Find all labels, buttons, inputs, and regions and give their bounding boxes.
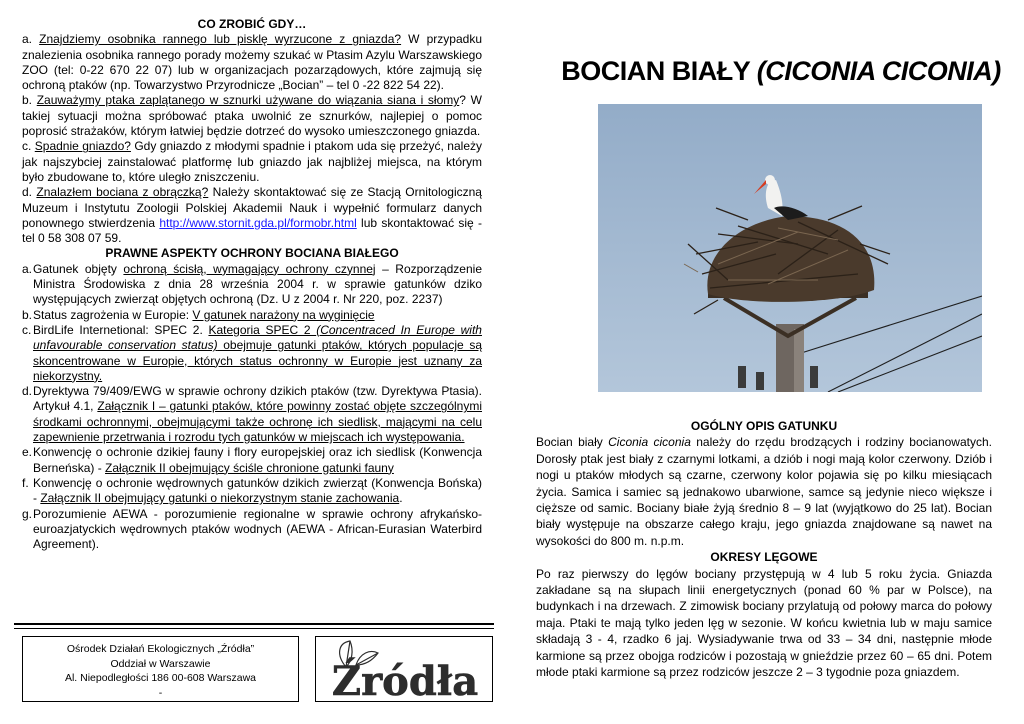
item-d: d. Znalazłem bociana z obrączką? Należy skontaktować się ze Stacją Ornitologiczną Muzeum i Instytutu Zoologii Polskiej Akademii Nauk i wypełnić formularz danych ponownego stwierdzenia http://www.stornit.gda.pl/formobr.html lub skontaktować się - tel 0 58 308 07 59. — [22, 185, 482, 246]
item-c-question: Spadnie gniazdo? — [34, 139, 131, 154]
legal-item-f: f. Konwencję o ochronie wędrownych gatunków dzikich zwierząt (Konwencja Bońska) - Załącznik II obejmujący gatunki o niekorzystnym stanie zachowania. — [22, 475, 482, 506]
org-name: Ośrodek Działań Ekologicznych „Źródła” — [66, 643, 255, 655]
general-description-paragraph: Bocian biały Ciconia ciconia należy do rzędu brodzących i rodziny bocianowatych. Dorosły ptak jest biały z czarnymi lotkami, a dziób i nogi mają kolor czerwony. Dziób i nogi u ptaków młodych są czarne, czerwony kolor pojawia się po kilku miesiącach życia. Samica i samiec są jednakowo ubarwione, samce są jedynie nieco większe i cięższe od samic. Bociany białe żyją średnio 8 – 9 lat (wyjątkowo do 25 lat). Bocian biały występuje na obszarze całego kraju, jego gniazda znajdowane są nawet na wysokości do 800 m. n.p.m. — [536, 435, 992, 548]
what-to-do-heading: CO ZROBIĆ GDY… — [197, 17, 307, 31]
general-description-heading: OGÓLNY OPIS GATUNKU — [690, 419, 838, 433]
legal-item-e: e. Konwencję o ochronie dzikiej fauny i flory europejskiej oraz ich siedlisk (Konwencja Berneńska) - Załącznik II obejmujący ściśle chronione gatunki fauny — [22, 445, 482, 475]
legal-item-c: c. BirdLife Internetional: SPEC 2. Kategoria SPEC 2 (Concentraced In Europe with unfavourable conservation status) obejmuje gatunki ptaków, których populacje są skoncentrowane w Europie, których status ochronny w Europie jest uznany za niekorzystny. — [22, 322, 482, 383]
stork-nest-photo — [598, 104, 982, 392]
item-a-question: Znajdziemy osobnika rannego lub pisklę wyrzucone z gniazda? — [39, 32, 402, 47]
item-b: b. Zauważymy ptaka zaplątanego w sznurki używane do wiązania siana i słomy? W takiej sytuacji można spróbować ptaka uwolnić ze sznurków, najlepiej o pomoc poprosić strażaków, którym łatwiej będzie dotrzeć do wysoko umieszczonego gniazda. — [22, 93, 482, 139]
divider-thick — [14, 623, 494, 625]
org-extra: - — [158, 686, 163, 699]
logo-wordmark: Źródła — [331, 658, 479, 702]
legal-item-a: a. Gatunek objęty ochroną ścisłą, wymagający ochrony czynnej – Rozporządzenie Ministra Środowiska z dnia 28 września 2004 r. w sprawie gatunków dziko występujących zwierząt objętych ochroną (Dz. U z 2004 r. Nr 220, poz. 2237) — [22, 261, 482, 307]
zrodla-logo — [315, 636, 493, 702]
divider-thin — [14, 628, 494, 629]
right-column — [536, 418, 992, 681]
item-b-question: Zauważymy ptaka zaplątanego w sznurki używane do wiązania siana i słomy — [36, 93, 460, 108]
item-d-question: Znalazłem bociana z obrączką? — [36, 185, 209, 200]
legal-heading: PRAWNE ASPEKTY OCHRONY BOCIANA BIAŁEGO — [105, 246, 399, 261]
item-c: c. Spadnie gniazdo? Gdy gniazdo z młodymi spadnie i ptakom uda się przeżyć, należy jak najszybciej zainstalować platformę lub gniazdo jak najbliżej miejsca, na którym było zbudowane to, które uległo zniszczeniu. — [22, 139, 482, 184]
item-a: a. Znajdziemy osobnika rannego lub pisklę wyrzucone z gniazda? W przypadku znalezienia osobnika rannego porady możemy szukać w Ptasim Azylu Warszawskiego ZOO (tel: 0-22 670 22 07) lub w organizacjach pozarządowych, które zajmują się ochroną ptaków (np. Towarzystwo Przyrodnicze „Bocian” – tel 0 -22 822 54 22). — [22, 32, 482, 93]
org-address: Al. Niepodległości 186 00-608 Warszawa — [64, 672, 257, 684]
org-branch: Oddział w Warszawie — [110, 657, 211, 670]
logo-graphic — [316, 637, 493, 702]
page-title: BOCIAN BIAŁY (CICONIA CICONIA) — [561, 56, 1001, 86]
legal-item-b: b. Status zagrożenia w Europie: V gatunek narażony na wyginięcie — [22, 307, 375, 322]
legal-list — [22, 262, 482, 553]
breeding-paragraph: Po raz pierwszy do lęgów bociany przystępują w 4 lub 5 roku życia. Gniazda zakładane są na słupach linii energetycznych (ponad 60 % par w Polsce), na budynkach i na drzewach. Z zimowisk bociany przylatują od połowy marca do połowy maja. Ptaki te mają tylko jeden lęg w sezonie. W końcu kwietnia lub w maju samice składają 3 - 4, rzadko 6 jaj. Wysiadywanie trwa od 33 – 34 dni, następnie młode karmione są przez obojga rodziców i pozostają w gnieździe przez 60 – 65 dni. Potem młode ptaki karmione są przez rodziców jeszcze 2 – 3 tygodnie poza gniazdem. — [536, 566, 992, 680]
breeding-heading: OKRESY LĘGOWE — [710, 550, 818, 565]
address-box — [22, 636, 299, 702]
stornit-link[interactable]: http://www.stornit.gda.pl/formobr.html — [159, 215, 357, 230]
left-column — [22, 17, 482, 552]
legal-item-d: d. Dyrektywa 79/409/EWG w sprawie ochrony dzikich ptaków (tzw. Dyrektywa Ptasia). Artykuł 4.1, Załącznik I – gatunki ptaków, które powinny zostać objęte szczególnymi środkami ochronnymi, obejmującymi także ochronę ich siedlisk, mającymi na celu zapewnienie przetrwania i rozrodu tych gatunków w miejscach ich występowania. — [22, 384, 482, 445]
legal-item-g: g. Porozumienie AEWA - porozumienie regionalne w sprawie ochrony afrykańsko-euroazjatyckich wędrownych ptaków wodnych (AEWA - African-Eurasian Waterbird Agreement). — [22, 506, 482, 552]
